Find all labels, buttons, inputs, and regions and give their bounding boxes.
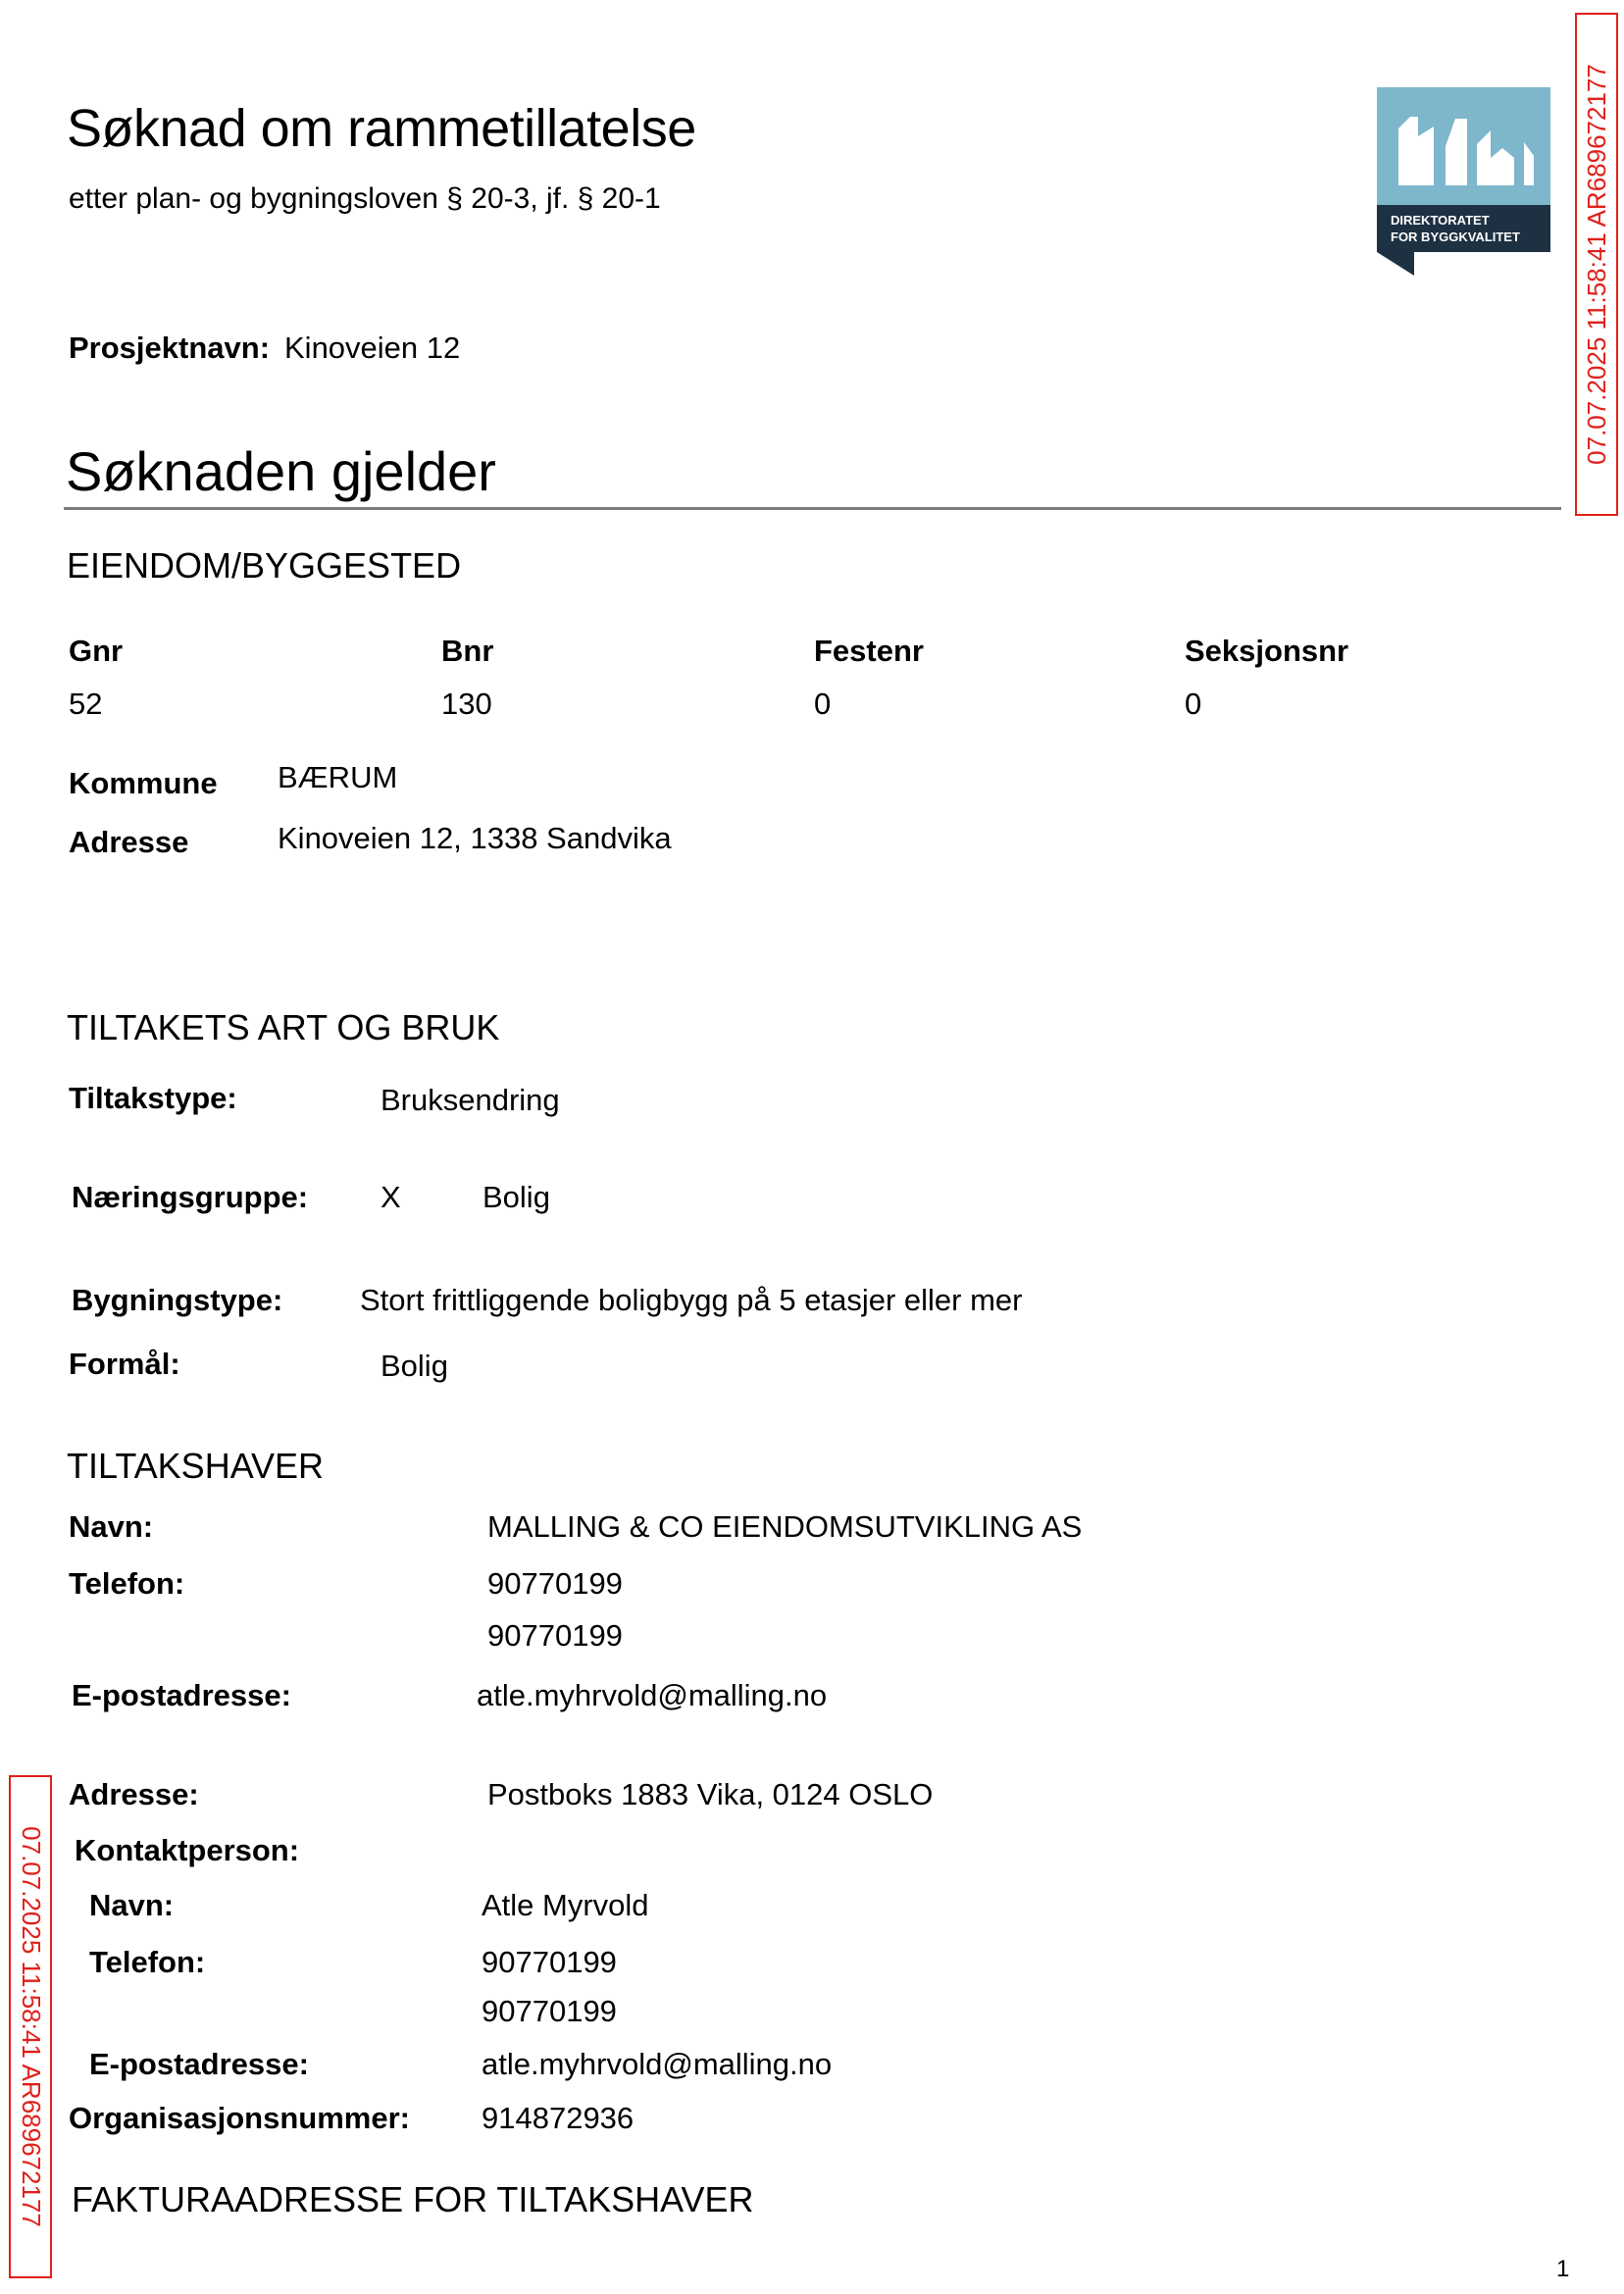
owner-email-value: atle.myhrvold@malling.no — [477, 1678, 828, 1712]
bygningstype-value: Stort frittliggende boligbygg på 5 etasjer eller mer — [360, 1283, 1023, 1317]
stamp-text-bottom: 07.07.2025 11:58:41 AR689672177 — [16, 1826, 46, 2227]
gnr-value: 52 — [69, 687, 103, 721]
document-title: Søknad om rammetillatelse — [67, 99, 696, 158]
org-number-label: Organisasjonsnummer: — [69, 2101, 410, 2135]
section-title: Søknaden gjelder — [66, 440, 496, 502]
naeringsgruppe-value: Bolig — [482, 1180, 550, 1214]
contact-phone-value-1: 90770199 — [482, 1945, 617, 1979]
project-name-value: Kinoveien 12 — [284, 331, 461, 365]
owner-phone-value-1: 90770199 — [487, 1566, 623, 1601]
document-subtitle: etter plan- og bygningsloven § 20-3, jf. § 20-1 — [69, 182, 661, 215]
measure-heading: TILTAKETS ART OG BRUK — [67, 1007, 500, 1047]
kommune-value: BÆRUM — [278, 760, 398, 794]
formal-value: Bolig — [381, 1349, 448, 1383]
contact-phone-value-2: 90770199 — [482, 1994, 617, 2028]
owner-phone-value-2: 90770199 — [487, 1618, 623, 1653]
received-stamp-top — [1575, 13, 1618, 516]
naeringsgruppe-label: Næringsgruppe: — [72, 1180, 309, 1214]
owner-name-value: MALLING & CO EIENDOMSUTVIKLING AS — [487, 1509, 1083, 1544]
formal-label: Formål: — [69, 1347, 180, 1381]
project-name-label: Prosjektnavn: — [69, 331, 271, 365]
seksjonsnr-label: Seksjonsnr — [1185, 634, 1349, 668]
bnr-value: 130 — [441, 687, 492, 721]
gnr-label: Gnr — [69, 634, 124, 668]
contact-phone-label: Telefon: — [89, 1945, 206, 1979]
owner-address-value: Postboks 1883 Vika, 0124 OSLO — [487, 1777, 934, 1811]
org-number-value: 914872936 — [482, 2101, 634, 2135]
contact-email-value: atle.myhrvold@malling.no — [482, 2047, 833, 2081]
festenr-value: 0 — [814, 687, 832, 721]
section-divider — [64, 507, 1561, 510]
stamp-text-top: 07.07.2025 11:58:41 AR689672177 — [1581, 64, 1611, 465]
property-heading: EIENDOM/BYGGESTED — [67, 545, 462, 586]
logo-text-line1: DIREKTORATET — [1391, 213, 1490, 228]
kommune-label: Kommune — [69, 766, 218, 800]
owner-name-label: Navn: — [69, 1509, 154, 1544]
seksjonsnr-value: 0 — [1185, 687, 1202, 721]
contact-person-label: Kontaktperson: — [75, 1833, 300, 1867]
contact-name-label: Navn: — [89, 1888, 175, 1922]
owner-heading: TILTAKSHAVER — [67, 1446, 325, 1486]
owner-address-label: Adresse: — [69, 1777, 199, 1811]
adresse-label: Adresse — [69, 825, 189, 859]
bnr-label: Bnr — [441, 634, 494, 668]
billing-heading: FAKTURAADRESSE FOR TILTAKSHAVER — [72, 2179, 754, 2219]
tiltakstype-value: Bruksendring — [381, 1083, 560, 1117]
received-stamp-bottom — [9, 1775, 52, 2278]
page-number: 1 — [1556, 2256, 1570, 2282]
owner-phone-label: Telefon: — [69, 1566, 185, 1601]
tiltakstype-label: Tiltakstype: — [69, 1081, 237, 1115]
owner-email-label: E-postadresse: — [72, 1678, 291, 1712]
naeringsgruppe-code: X — [381, 1180, 401, 1214]
logo-text-line2: FOR BYGGKVALITET — [1391, 229, 1520, 244]
contact-email-label: E-postadresse: — [89, 2047, 309, 2081]
dibk-logo — [1377, 87, 1550, 276]
contact-name-value: Atle Myrvold — [482, 1888, 649, 1922]
bygningstype-label: Bygningstype: — [72, 1283, 283, 1317]
dibk-logo-mark — [1377, 87, 1550, 276]
festenr-label: Festenr — [814, 634, 924, 668]
adresse-value: Kinoveien 12, 1338 Sandvika — [278, 821, 672, 855]
